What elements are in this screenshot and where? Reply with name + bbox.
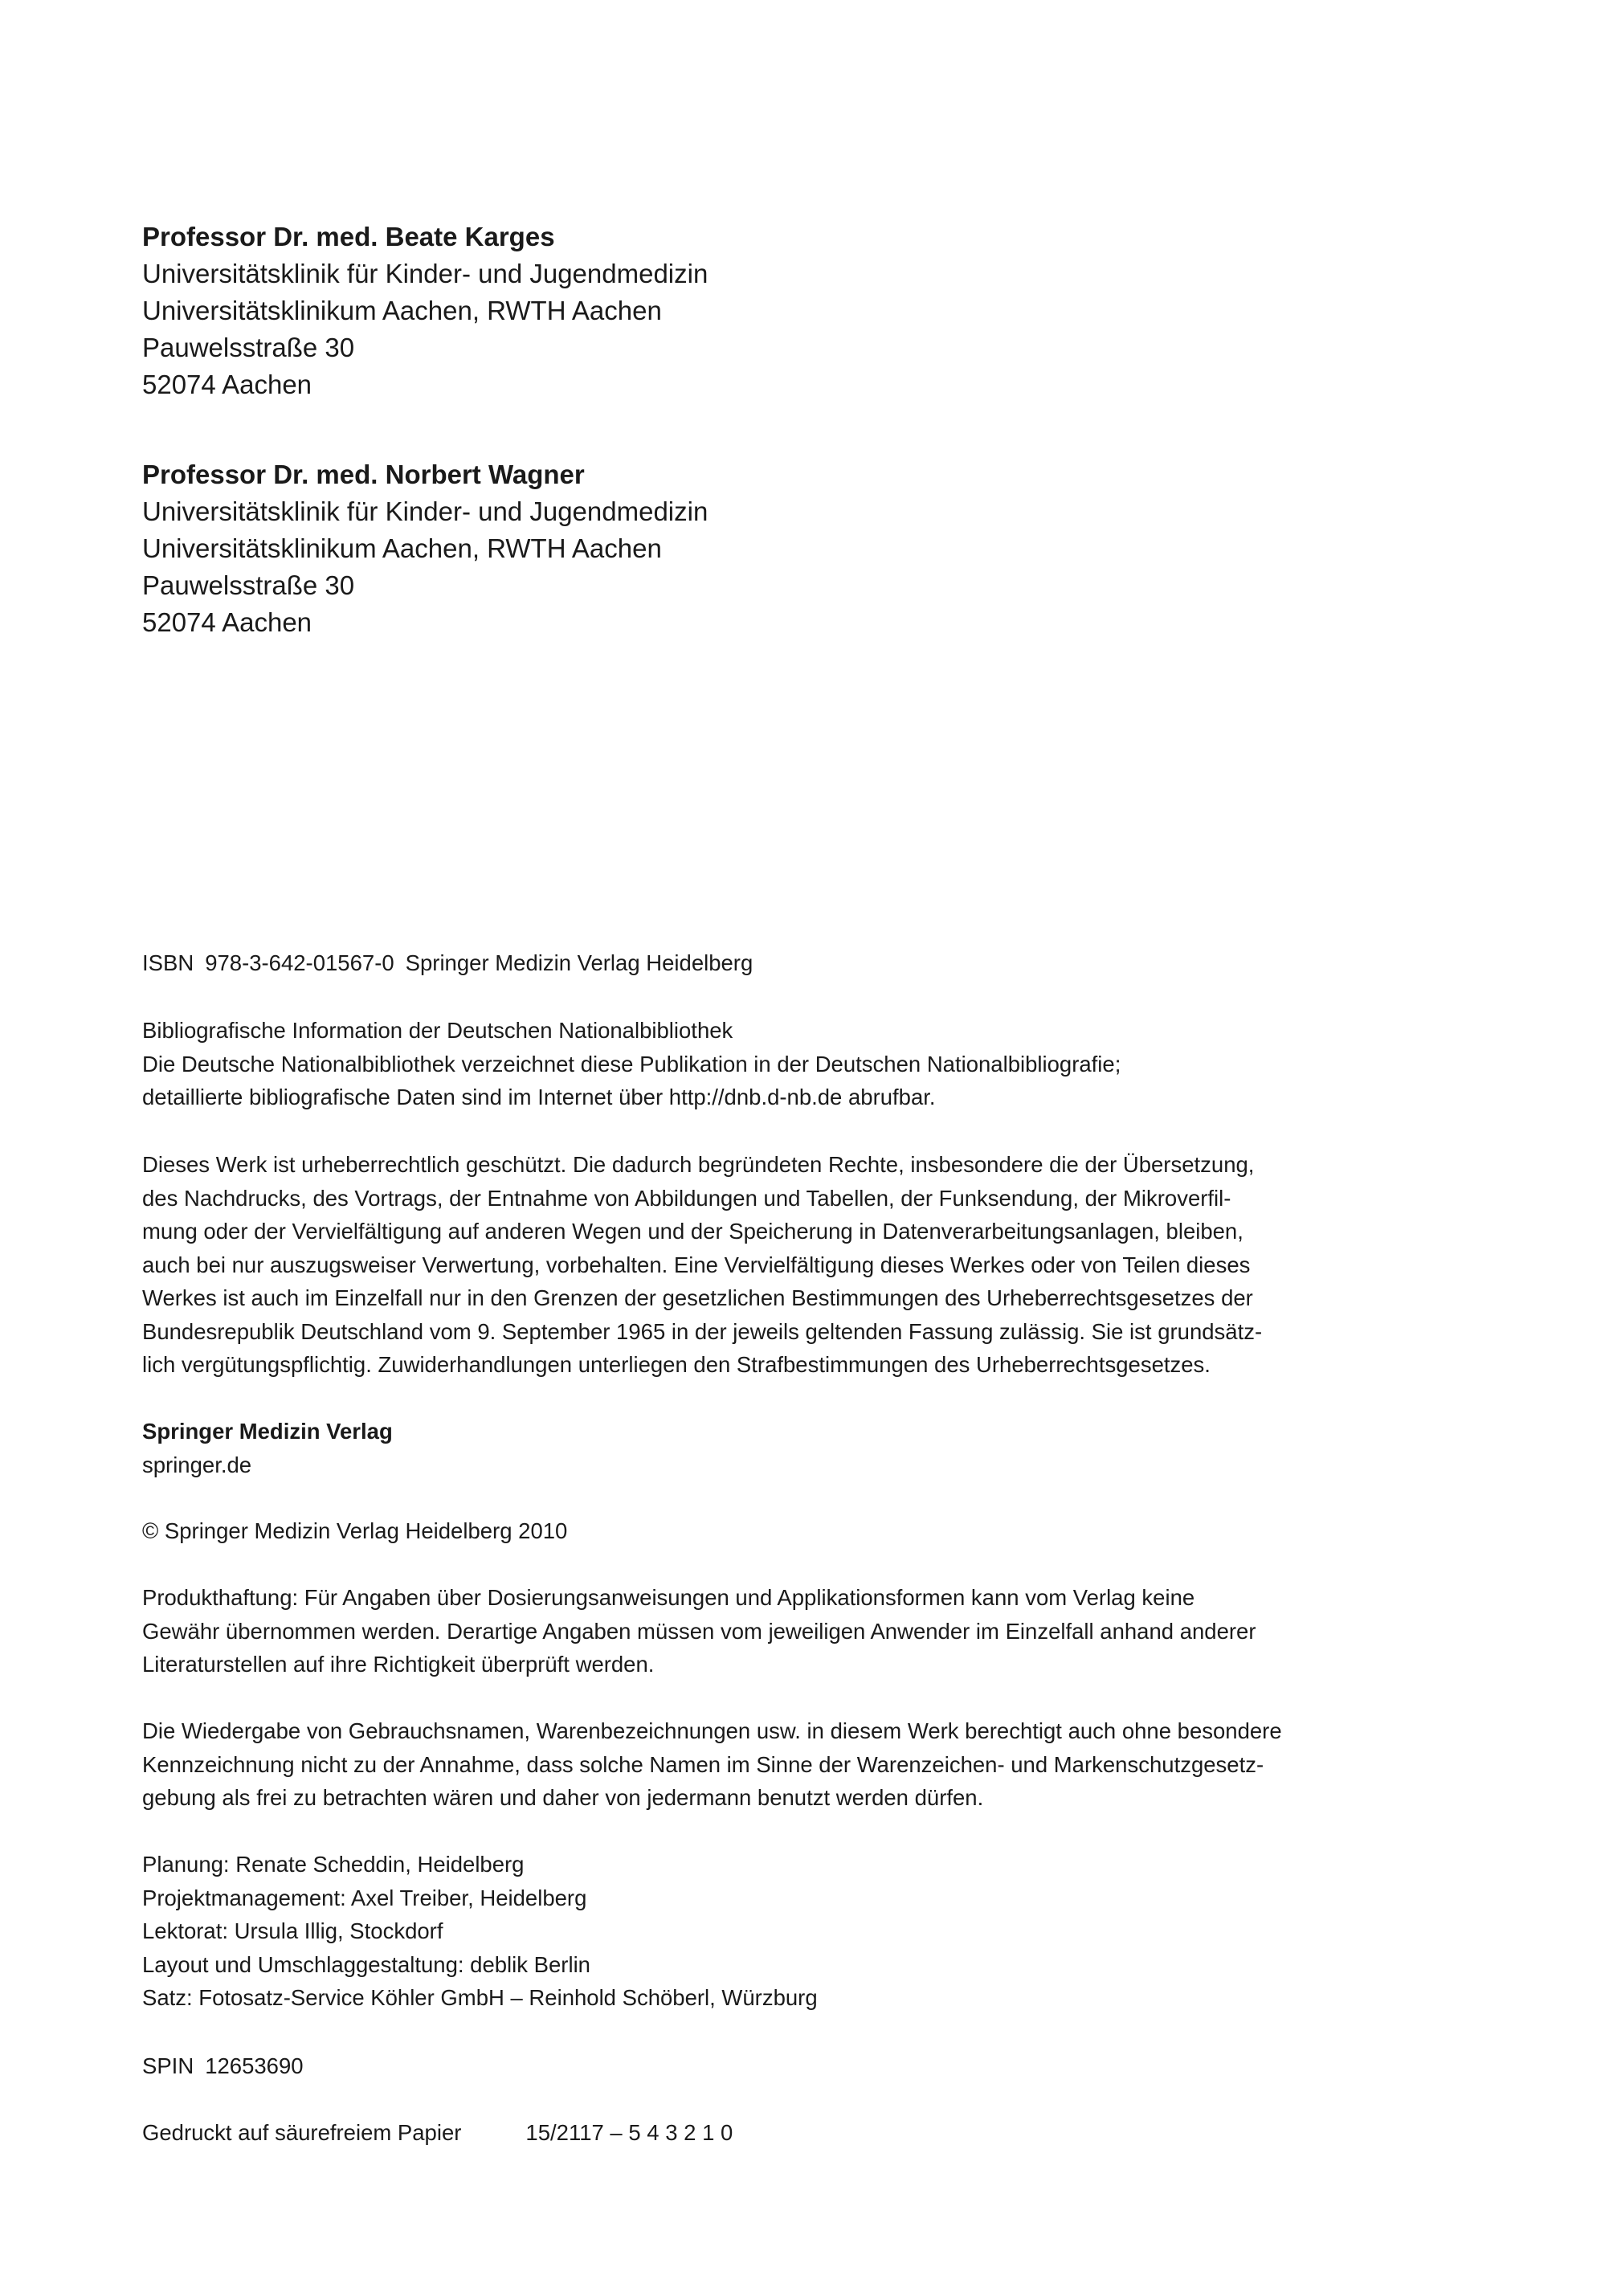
author-block-wagner	[142, 456, 1186, 641]
spin-label: SPIN	[142, 2053, 194, 2078]
credits-block	[142, 1848, 1508, 2015]
rights-line: Werkes ist auch im Einzelfall nur in den Grenzen der gesetzlichen Bestimmungen des Urheberrechtsgesetzes der	[142, 1285, 1253, 1310]
publisher-block	[142, 1415, 1508, 1481]
rights-line: des Nachdrucks, des Vortrags, der Entnahme von Abbildungen und Tabellen, der Funksendung, der Mikroverfil-	[142, 1185, 1231, 1211]
liability-notice	[142, 1581, 1508, 1681]
author-name: Professor Dr. med. Norbert Wagner	[142, 460, 585, 489]
author-affiliation: Universitätsklinik für Kinder- und Jugendmedizin	[142, 496, 708, 526]
printing-code: 15/2117 – 5 4 3 2 1 0	[525, 2120, 733, 2145]
spin-number: 12653690	[205, 2053, 304, 2078]
author-city: 52074 Aachen	[142, 607, 312, 637]
bibliographic-info	[142, 1014, 1508, 1114]
bibliographic-line: Bibliografische Information der Deutschen Nationalbibliothek	[142, 1018, 733, 1043]
spin-line	[142, 2049, 1508, 2083]
copyright-line	[142, 1514, 1508, 1548]
copyright-text: © Springer Medizin Verlag Heidelberg 2010	[142, 1518, 568, 1543]
printing-line	[142, 2116, 1508, 2150]
credit-layout: Layout und Umschlaggestaltung: deblik Berlin	[142, 1951, 590, 1977]
rights-line: lich vergütungspflichtig. Zuwiderhandlungen unterliegen den Strafbestimmungen des Urheberrechtsgesetzes.	[142, 1352, 1211, 1377]
bibliographic-line: detaillierte bibliografische Daten sind im Internet über http://dnb.d-nb.de abrufbar.	[142, 1085, 936, 1109]
author-institution: Universitätsklinikum Aachen, RWTH Aachen	[142, 296, 662, 325]
rights-line: auch bei nur auszugsweiser Verwertung, vorbehalten. Eine Vervielfältigung dieses Werkes oder von Teilen dieses	[142, 1252, 1251, 1277]
rights-line: Bundesrepublik Deutschland vom 9. September 1965 in der jeweils geltenden Fassung zulässig. Sie ist grundsätz-	[142, 1318, 1263, 1344]
isbn-label: ISBN	[142, 950, 194, 975]
liability-line: Produkthaftung: Für Angaben über Dosierungsanweisungen und Applikationsformen kann vom Verlag keine	[142, 1585, 1195, 1610]
credit-editing: Lektorat: Ursula Illig, Stockdorf	[142, 1918, 443, 1943]
publisher-name: Springer Medizin Verlag	[142, 1419, 393, 1444]
author-name: Professor Dr. med. Beate Karges	[142, 222, 555, 251]
printing-paper-text: Gedruckt auf säurefreiem Papier	[142, 2120, 462, 2145]
bibliographic-line: Die Deutsche Nationalbibliothek verzeichnet diese Publikation in der Deutschen Nationalbibliografie;	[142, 1051, 1121, 1077]
author-city: 52074 Aachen	[142, 370, 312, 399]
isbn-line	[142, 946, 1508, 980]
trade-names-line: Kennzeichnung nicht zu der Annahme, dass solche Namen im Sinne der Warenzeichen- und Markenschutzgesetz-	[142, 1751, 1264, 1777]
author-affiliation: Universitätsklinik für Kinder- und Jugendmedizin	[142, 259, 708, 288]
isbn-number: 978-3-642-01567-0	[205, 950, 394, 975]
credit-planning: Planung: Renate Scheddin, Heidelberg	[142, 1852, 525, 1877]
publisher-website: springer.de	[142, 1452, 252, 1477]
trade-names-line: Die Wiedergabe von Gebrauchsnamen, Warenbezeichnungen usw. in diesem Werk berechtigt auch ohne besondere	[142, 1718, 1282, 1743]
liability-line: Literaturstellen auf ihre Richtigkeit überprüft werden.	[142, 1652, 655, 1677]
isbn-publisher: Springer Medizin Verlag Heidelberg	[405, 950, 753, 975]
trade-names-line: gebung als frei zu betrachten wären und daher von jedermann benutzt werden dürfen.	[142, 1785, 984, 1810]
rights-line: Dieses Werk ist urheberrechtlich geschützt. Die dadurch begründeten Rechte, insbesondere die der Übersetzung,	[142, 1152, 1255, 1177]
credit-typesetting: Satz: Fotosatz-Service Köhler GmbH – Reinhold Schöberl, Würzburg	[142, 1985, 818, 2010]
credit-project-management: Projektmanagement: Axel Treiber, Heidelberg	[142, 1885, 587, 1910]
rights-line: mung oder der Vervielfältigung auf anderen Wegen und der Speicherung in Datenverarbeitungsanlagen, bleiben,	[142, 1219, 1243, 1244]
author-street: Pauwelsstraße 30	[142, 333, 355, 362]
author-institution: Universitätsklinikum Aachen, RWTH Aachen	[142, 533, 662, 563]
rights-notice	[142, 1148, 1508, 1382]
trade-names-notice	[142, 1714, 1508, 1815]
author-block-karges	[142, 219, 1186, 403]
author-street: Pauwelsstraße 30	[142, 570, 355, 600]
liability-line: Gewähr übernommen werden. Derartige Angaben müssen vom jeweiligen Anwender im Einzelfall anhand anderer	[142, 1618, 1256, 1644]
